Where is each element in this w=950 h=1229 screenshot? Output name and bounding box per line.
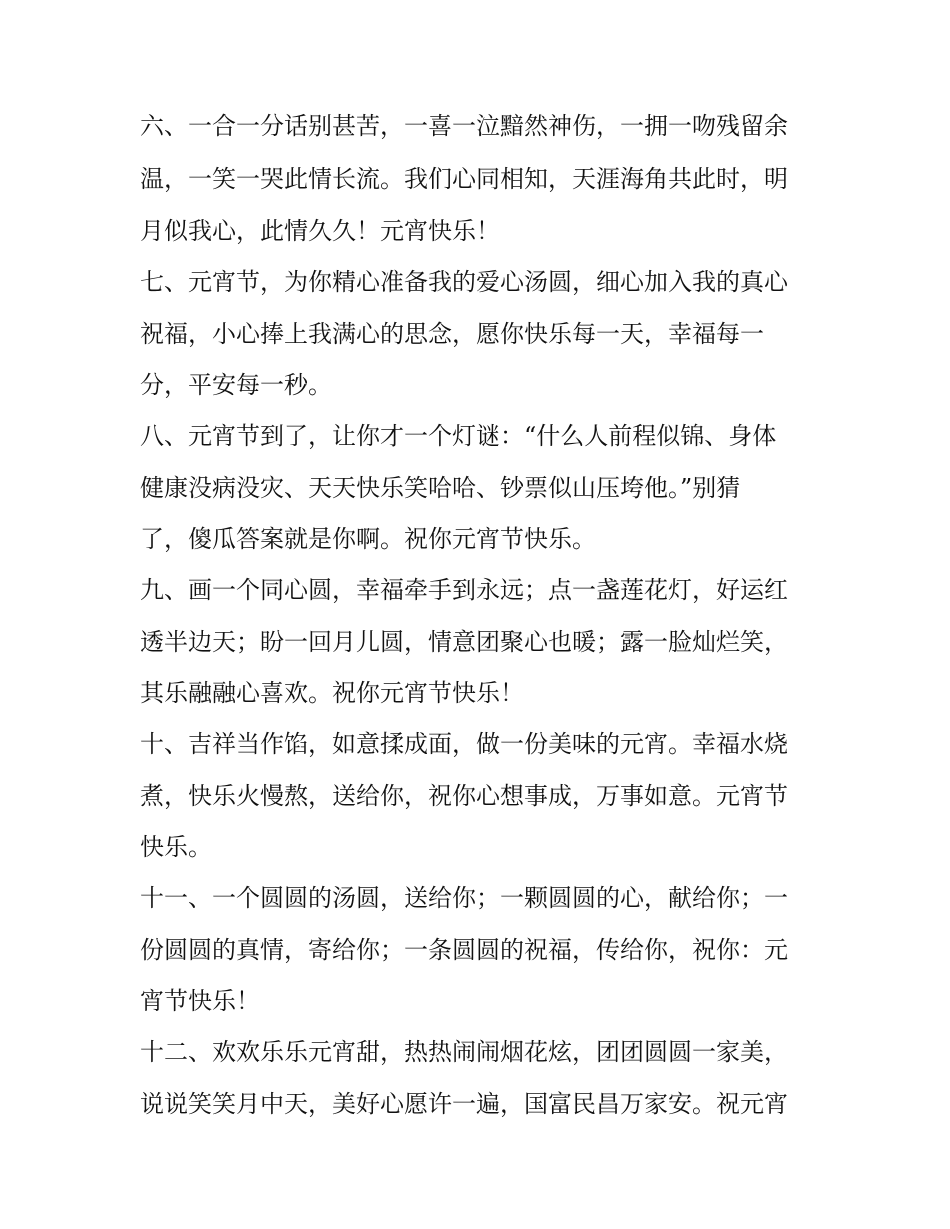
paragraph-6-line-2: 温，一笑一哭此情长流。我们心同相知，天涯海角共此时，明 <box>140 165 788 193</box>
paragraph-8-line-2: 健康没病没灾、天天快乐笑哈哈、钞票似山压垮他。”别猜 <box>140 474 741 502</box>
paragraph-11-line-3: 宵节快乐！ <box>140 987 260 1015</box>
paragraph-9-line-2: 透半边天；盼一回月儿圆，情意团聚心也暖；露一脸灿烂笑， <box>140 628 788 656</box>
paragraph-12-line-1: 十二、欢欢乐乐元宵甜，热热闹闹烟花炫，团团圆圆一家美， <box>140 1038 788 1066</box>
paragraph-10-line-1: 十、吉祥当作馅，如意揉成面，做一份美味的元宵。幸福水烧 <box>140 730 788 758</box>
paragraph-9-line-3: 其乐融融心喜欢。祝你元宵节快乐！ <box>140 679 524 707</box>
paragraph-8-line-1: 八、元宵节到了，让你才一个灯谜：“什么人前程似锦、身体 <box>140 422 777 450</box>
paragraph-10-line-3: 快乐。 <box>140 833 212 861</box>
paragraph-9-line-1: 九、画一个同心圆，幸福牵手到永远；点一盏莲花灯，好运红 <box>140 576 788 604</box>
paragraph-7-line-1: 七、元宵节，为你精心准备我的爱心汤圆，细心加入我的真心 <box>140 268 788 296</box>
paragraph-11-line-2: 份圆圆的真情，寄给你；一条圆圆的祝福，传给你，祝你：元 <box>140 936 788 964</box>
paragraph-12-line-2: 说说笑笑月中天，美好心愿许一遍，国富民昌万家安。祝元宵 <box>140 1090 788 1118</box>
paragraph-11-line-1: 十一、一个圆圆的汤圆，送给你；一颗圆圆的心，献给你；一 <box>140 884 788 912</box>
paragraph-7-line-3: 分，平安每一秒。 <box>140 371 332 399</box>
paragraph-6-line-3: 月似我心，此情久久！元宵快乐！ <box>140 217 500 245</box>
paragraph-7-line-2: 祝福，小心捧上我满心的思念，愿你快乐每一天，幸福每一 <box>140 320 764 348</box>
paragraph-8-line-3: 了，傻瓜答案就是你啊。祝你元宵节快乐。 <box>140 525 596 553</box>
paragraph-6-line-1: 六、一合一分话别甚苦，一喜一泣黯然神伤，一拥一吻残留余 <box>140 112 788 140</box>
paragraph-10-line-2: 煮，快乐火慢熬，送给你，祝你心想事成，万事如意。元宵节 <box>140 782 788 810</box>
